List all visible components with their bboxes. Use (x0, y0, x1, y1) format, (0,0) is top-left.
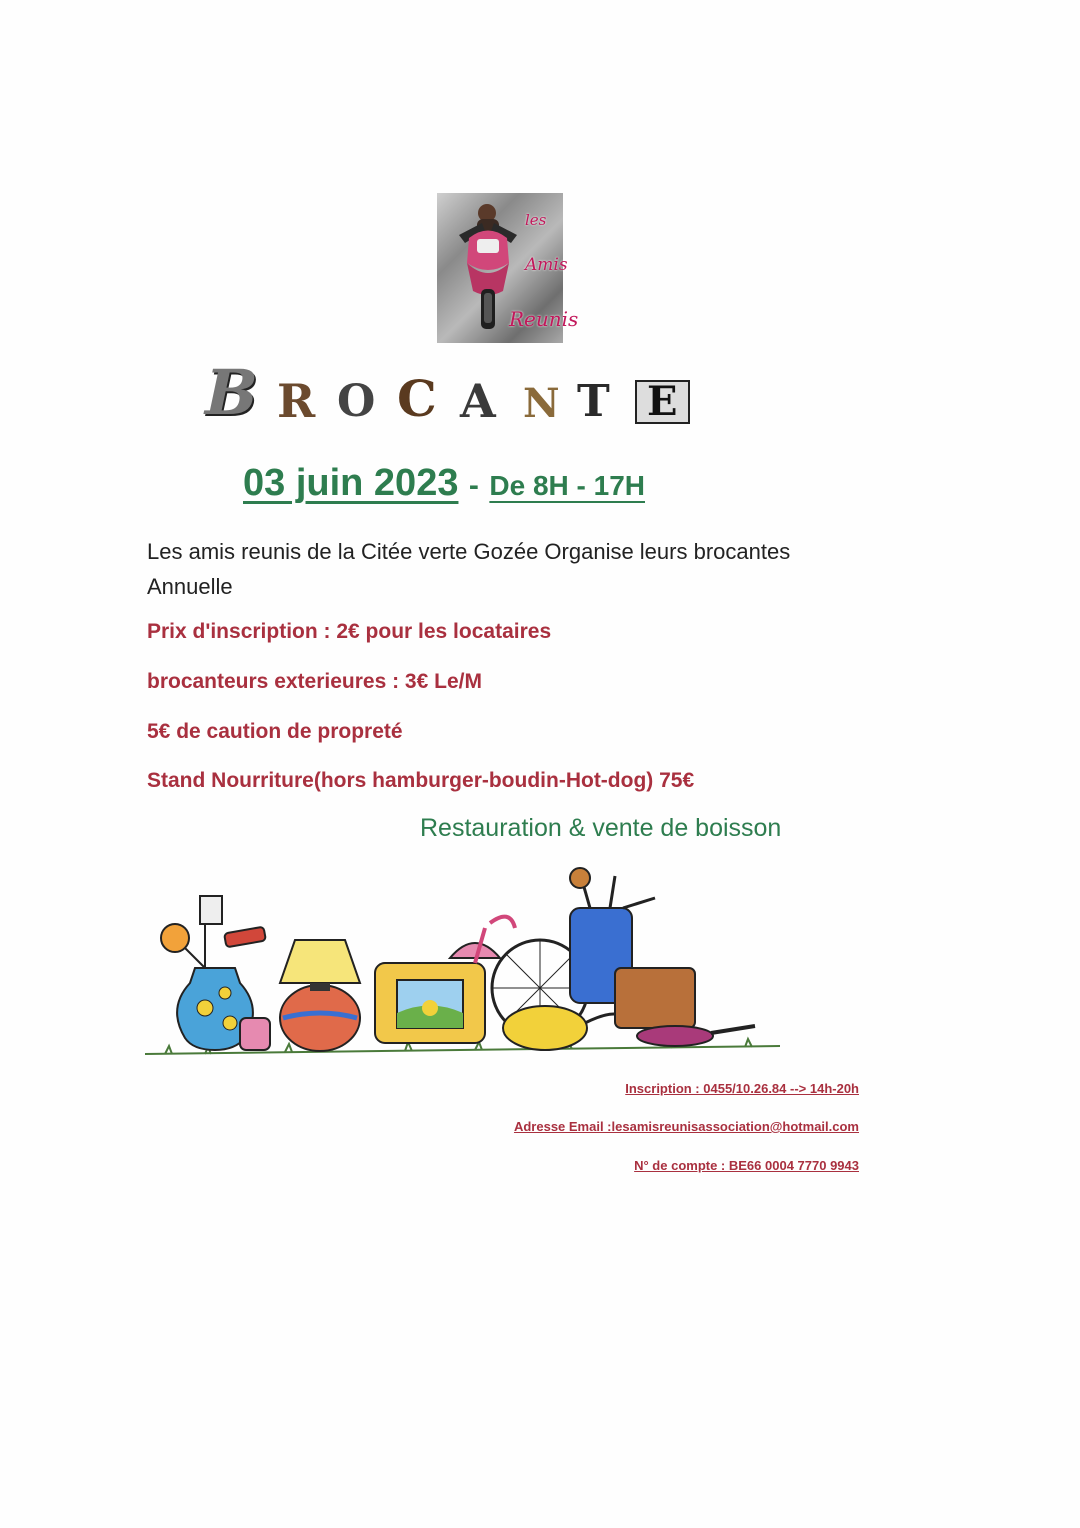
date-separator: - (468, 469, 479, 502)
intro-text: Les amis reunis de la Citée verte Gozée Organise leurs brocantes Annuelle (147, 539, 791, 599)
logo-text-les: les (525, 211, 547, 229)
price-deposit: 5€ de caution de propreté (147, 720, 403, 743)
club-logo (437, 193, 579, 343)
event-date: 03 juin 2023 (243, 462, 459, 504)
title-letter-c: C (397, 369, 437, 428)
brocante-title (197, 356, 790, 432)
brocante-title-text (205, 366, 206, 367)
logo-text-reunis: Reunis (509, 307, 579, 331)
contact-email[interactable]: Adresse Email :lesamisreunisassociation@hotmail.com (513, 1119, 859, 1134)
logo-text-amis: Amis (525, 255, 568, 275)
price-exterior: brocanteurs exterieures : 3€ Le/M (147, 670, 482, 693)
title-letter-n: N (523, 380, 560, 427)
price-food-stand: Stand Nourriture(hors hamburger-boudin-Hot-dog) 75€ (147, 769, 695, 792)
title-letter-e: E (635, 380, 690, 424)
title-letter-o: O (337, 376, 376, 427)
event-date-line (243, 462, 645, 505)
event-hours: De 8H - 17H (489, 470, 645, 501)
price-inscription: Prix d'inscription : 2€ pour les locataires (147, 620, 552, 643)
contact-account: N° de compte : BE66 0004 7770 9943 (634, 1158, 859, 1173)
title-letter-r: R (277, 374, 316, 428)
restauration-text: Restauration & vente de boisson (420, 814, 782, 842)
title-letter-a: A (460, 374, 496, 428)
title-letter-t: T (577, 376, 610, 427)
title-letter-b: B (197, 356, 266, 429)
contact-inscription: Inscription : 0455/10.26.84 --> 14h-20h (625, 1081, 859, 1096)
brocante-items-illustration-icon (145, 868, 780, 1060)
